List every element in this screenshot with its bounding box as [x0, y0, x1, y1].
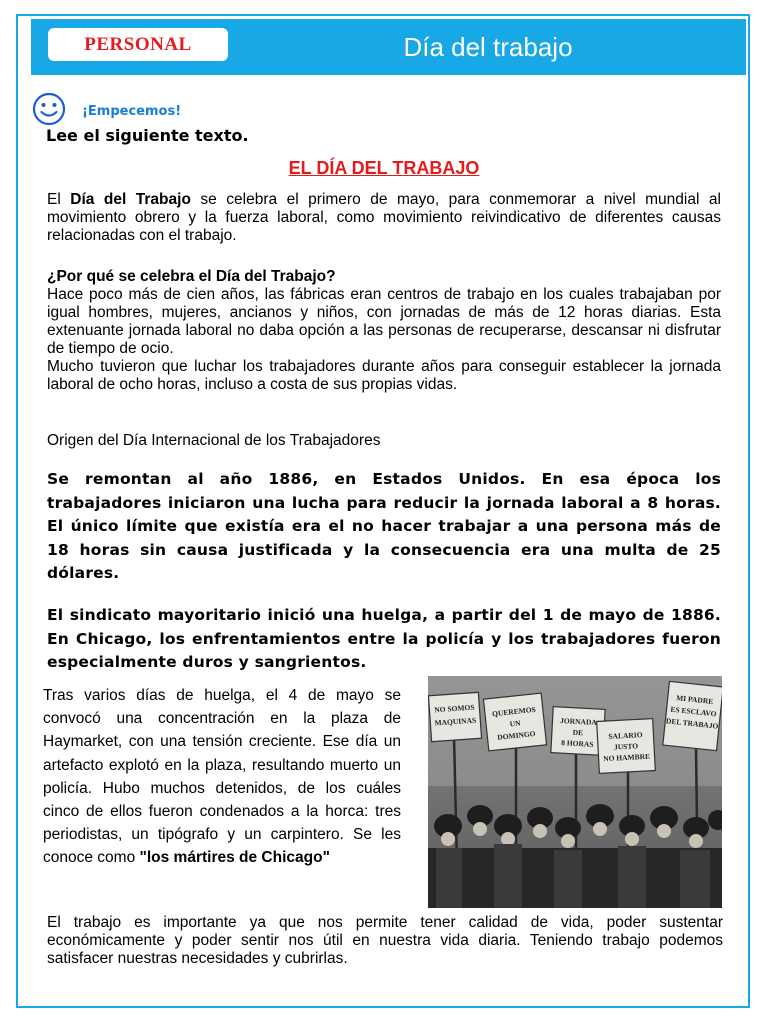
sign-5c: DEL TRABAJO	[665, 716, 719, 731]
sign-2b: UN	[509, 718, 522, 729]
reading-title: EL DÍA DEL TRABAJO	[288, 158, 480, 178]
sign-1: NO SOMOS	[434, 702, 475, 715]
sign-1b: MAQUINAS	[434, 715, 477, 728]
sign-4: SALARIO	[608, 730, 643, 741]
sign-3c: 8 HORAS	[560, 738, 594, 749]
smiley-icon	[32, 92, 66, 126]
sign-3b: DE	[572, 727, 584, 738]
sign-2c: DOMINGO	[496, 728, 536, 742]
instruction-text: Lee el siguiente texto.	[46, 126, 249, 145]
history-paragraph: Hace poco más de cien años, las fábricas eran centros de trabajo en los cuales trabajaban por igual hombres, mujeres, ancianos y niños, con jornadas de más de 12 horas diarias. Esta extenuante jornada laboral no daba opción a las personas de recuperarse, descansar ni disfrutar de tiempo de ocio.	[47, 286, 721, 357]
sign-5b: ES ESCLAVO	[670, 704, 717, 719]
struggle-paragraph: Mucho tuvieron que luchar los trabajadores durante años para conseguir establecer la jornada laboral de ocho horas, incluso a costa de sus propias vidas.	[47, 358, 721, 393]
intro-rest: se celebra el primero de mayo, para conmemorar a nivel mundial al movimiento obrero y la fuerza laboral, como movimiento reivindicativo de diferentes causas relacionadas con el trabajo.	[47, 191, 721, 244]
empecemos-label: ¡Empecemos!	[82, 104, 182, 119]
intro-paragraph	[47, 191, 721, 245]
origin-heading: Origen del Día Internacional de los Trabajadores	[47, 432, 381, 449]
closing-paragraph: El trabajo es importante ya que nos permite tener calidad de vida, poder sustentar económicamente y poder sentir nos útil en nuestra vida diaria. Teniendo trabajo podemos satisfacer nuestras necesidades y cubrirlas.	[47, 914, 723, 967]
haymarket-paragraph	[43, 684, 401, 906]
sign-4b: JUSTO	[613, 741, 639, 752]
sign-2: QUEREMOS	[491, 704, 537, 719]
intro-lead: El	[47, 191, 71, 208]
sign-3: JORNADA	[559, 716, 598, 727]
personal-badge: PERSONAL	[48, 28, 228, 61]
strike-paragraph: El sindicato mayoritario inició una huelga, a partir del 1 de mayo de 1886. En Chicago, los enfrentamientos entre la policía y los trabajadores fueron especialmente duros y sangrientos.	[47, 606, 721, 671]
haymarket-text: Tras varios días de huelga, el 4 de mayo se convocó una concentración en la plaza de Haymarket, con una tensión creciente. Ese día un artefacto explotó en la plaza, resultando muerto un policía. Hubo muchos detenidos, de los cuáles cinco de ellos fueron condenados a la horca: tres periodistas, un tipógrafo y un carpintero. Se les conoce como	[43, 687, 401, 867]
sign-5: MI PADRE	[675, 693, 714, 707]
protest-photo	[428, 676, 722, 908]
intro-bold-term: Día del Trabajo	[70, 191, 191, 208]
origin-paragraph: Se remontan al año 1886, en Estados Unidos. En esa época los trabajadores iniciaron una lucha para reducir la jornada laboral a 8 horas. El único límite que existía era el no hacer trabajar a una persona más de 18 horas sin causa justificada y la consecuencia era una multa de 25 dólares.	[47, 470, 721, 582]
why-section	[47, 268, 721, 394]
page-title: Día del trabajo	[403, 32, 573, 62]
section-question: ¿Por qué se celebra el Día del Trabajo?	[47, 268, 336, 285]
martyrs-label: "los mártires de Chicago"	[139, 849, 330, 867]
sign-4c: NO HAMBRE	[602, 751, 651, 764]
